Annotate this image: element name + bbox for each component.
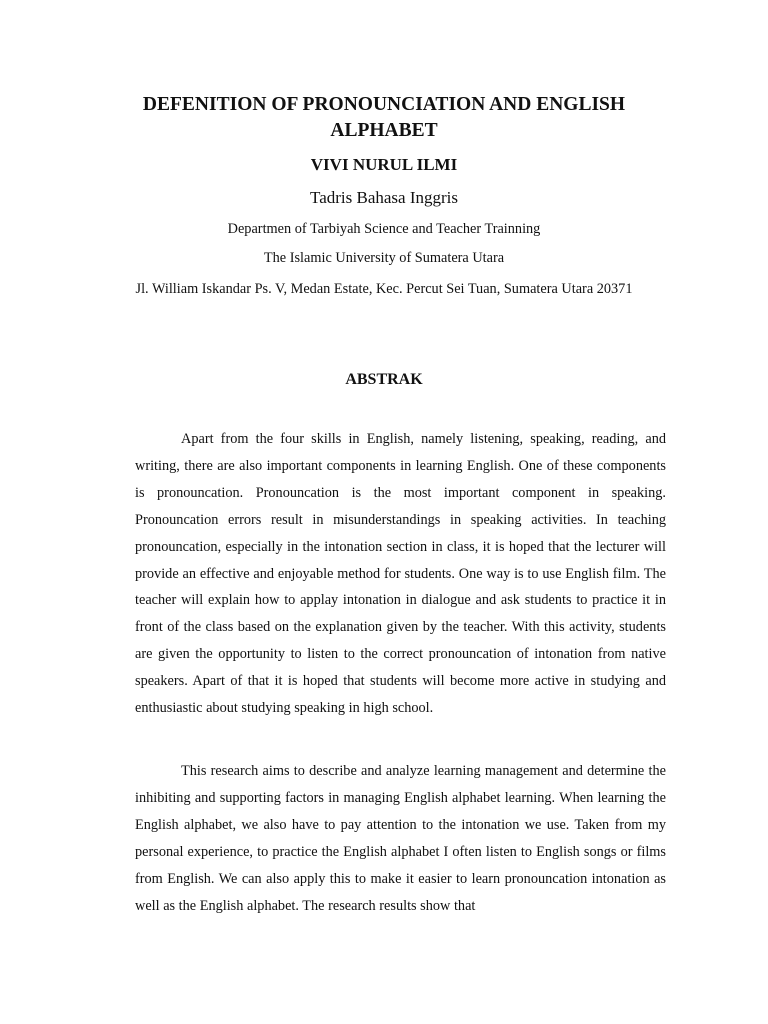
- address: Jl. William Iskandar Ps. V, Medan Estate, Kec. Percut Sei Tuan, Sumatera Utara 20371: [135, 281, 633, 297]
- author-name: VIVI NURUL ILMI: [310, 155, 458, 174]
- department: Departmen of Tarbiyah Science and Teacher Trainning: [227, 221, 541, 237]
- abstract-paragraph: Apart from the four skills in English, namely listening, speaking, reading, and writing, there are also important components in learning English. One of these components is pronouncation. Pronouncation is the most important component in speaking. Pronouncation errors result in misunderstandings in speaking activities. In teaching pronouncation, especially in the intonation section in class, it is hoped that the lecturer will provide an effective and enjoyable method for students. One way is to use English film. The teacher will explain how to applay intonation in dialogue and ask students to practice it in front of the class based on the explanation given by the teacher. With this activity, students are given the opportunity to listen to the correct pronouncation of intonation from native speakers. Apart of that it is hoped that students will become more active in studying and enthusiastic about studying speaking in high school.: [135, 431, 666, 717]
- paper-title: DEFENITION OF PRONOUNCIATION AND ENGLISH ALPHABET: [142, 94, 626, 141]
- abstract-paragraph: This research aims to describe and analyze learning management and determine the inhibiting and supporting factors in managing English alphabet learning. When learning the English alphabet, we also have to pay attention to the intonation we use. Taken from my personal experience, to practice the English alphabet I often listen to English songs or films from English. We can also apply this to make it easier to learn pronouncation intonation as well as the English alphabet. The research results show that: [135, 763, 666, 914]
- university: The Islamic University of Sumatera Utara: [263, 250, 505, 266]
- study-program: Tadris Bahasa Inggris: [310, 188, 458, 207]
- abstract-heading: ABSTRAK: [345, 371, 423, 388]
